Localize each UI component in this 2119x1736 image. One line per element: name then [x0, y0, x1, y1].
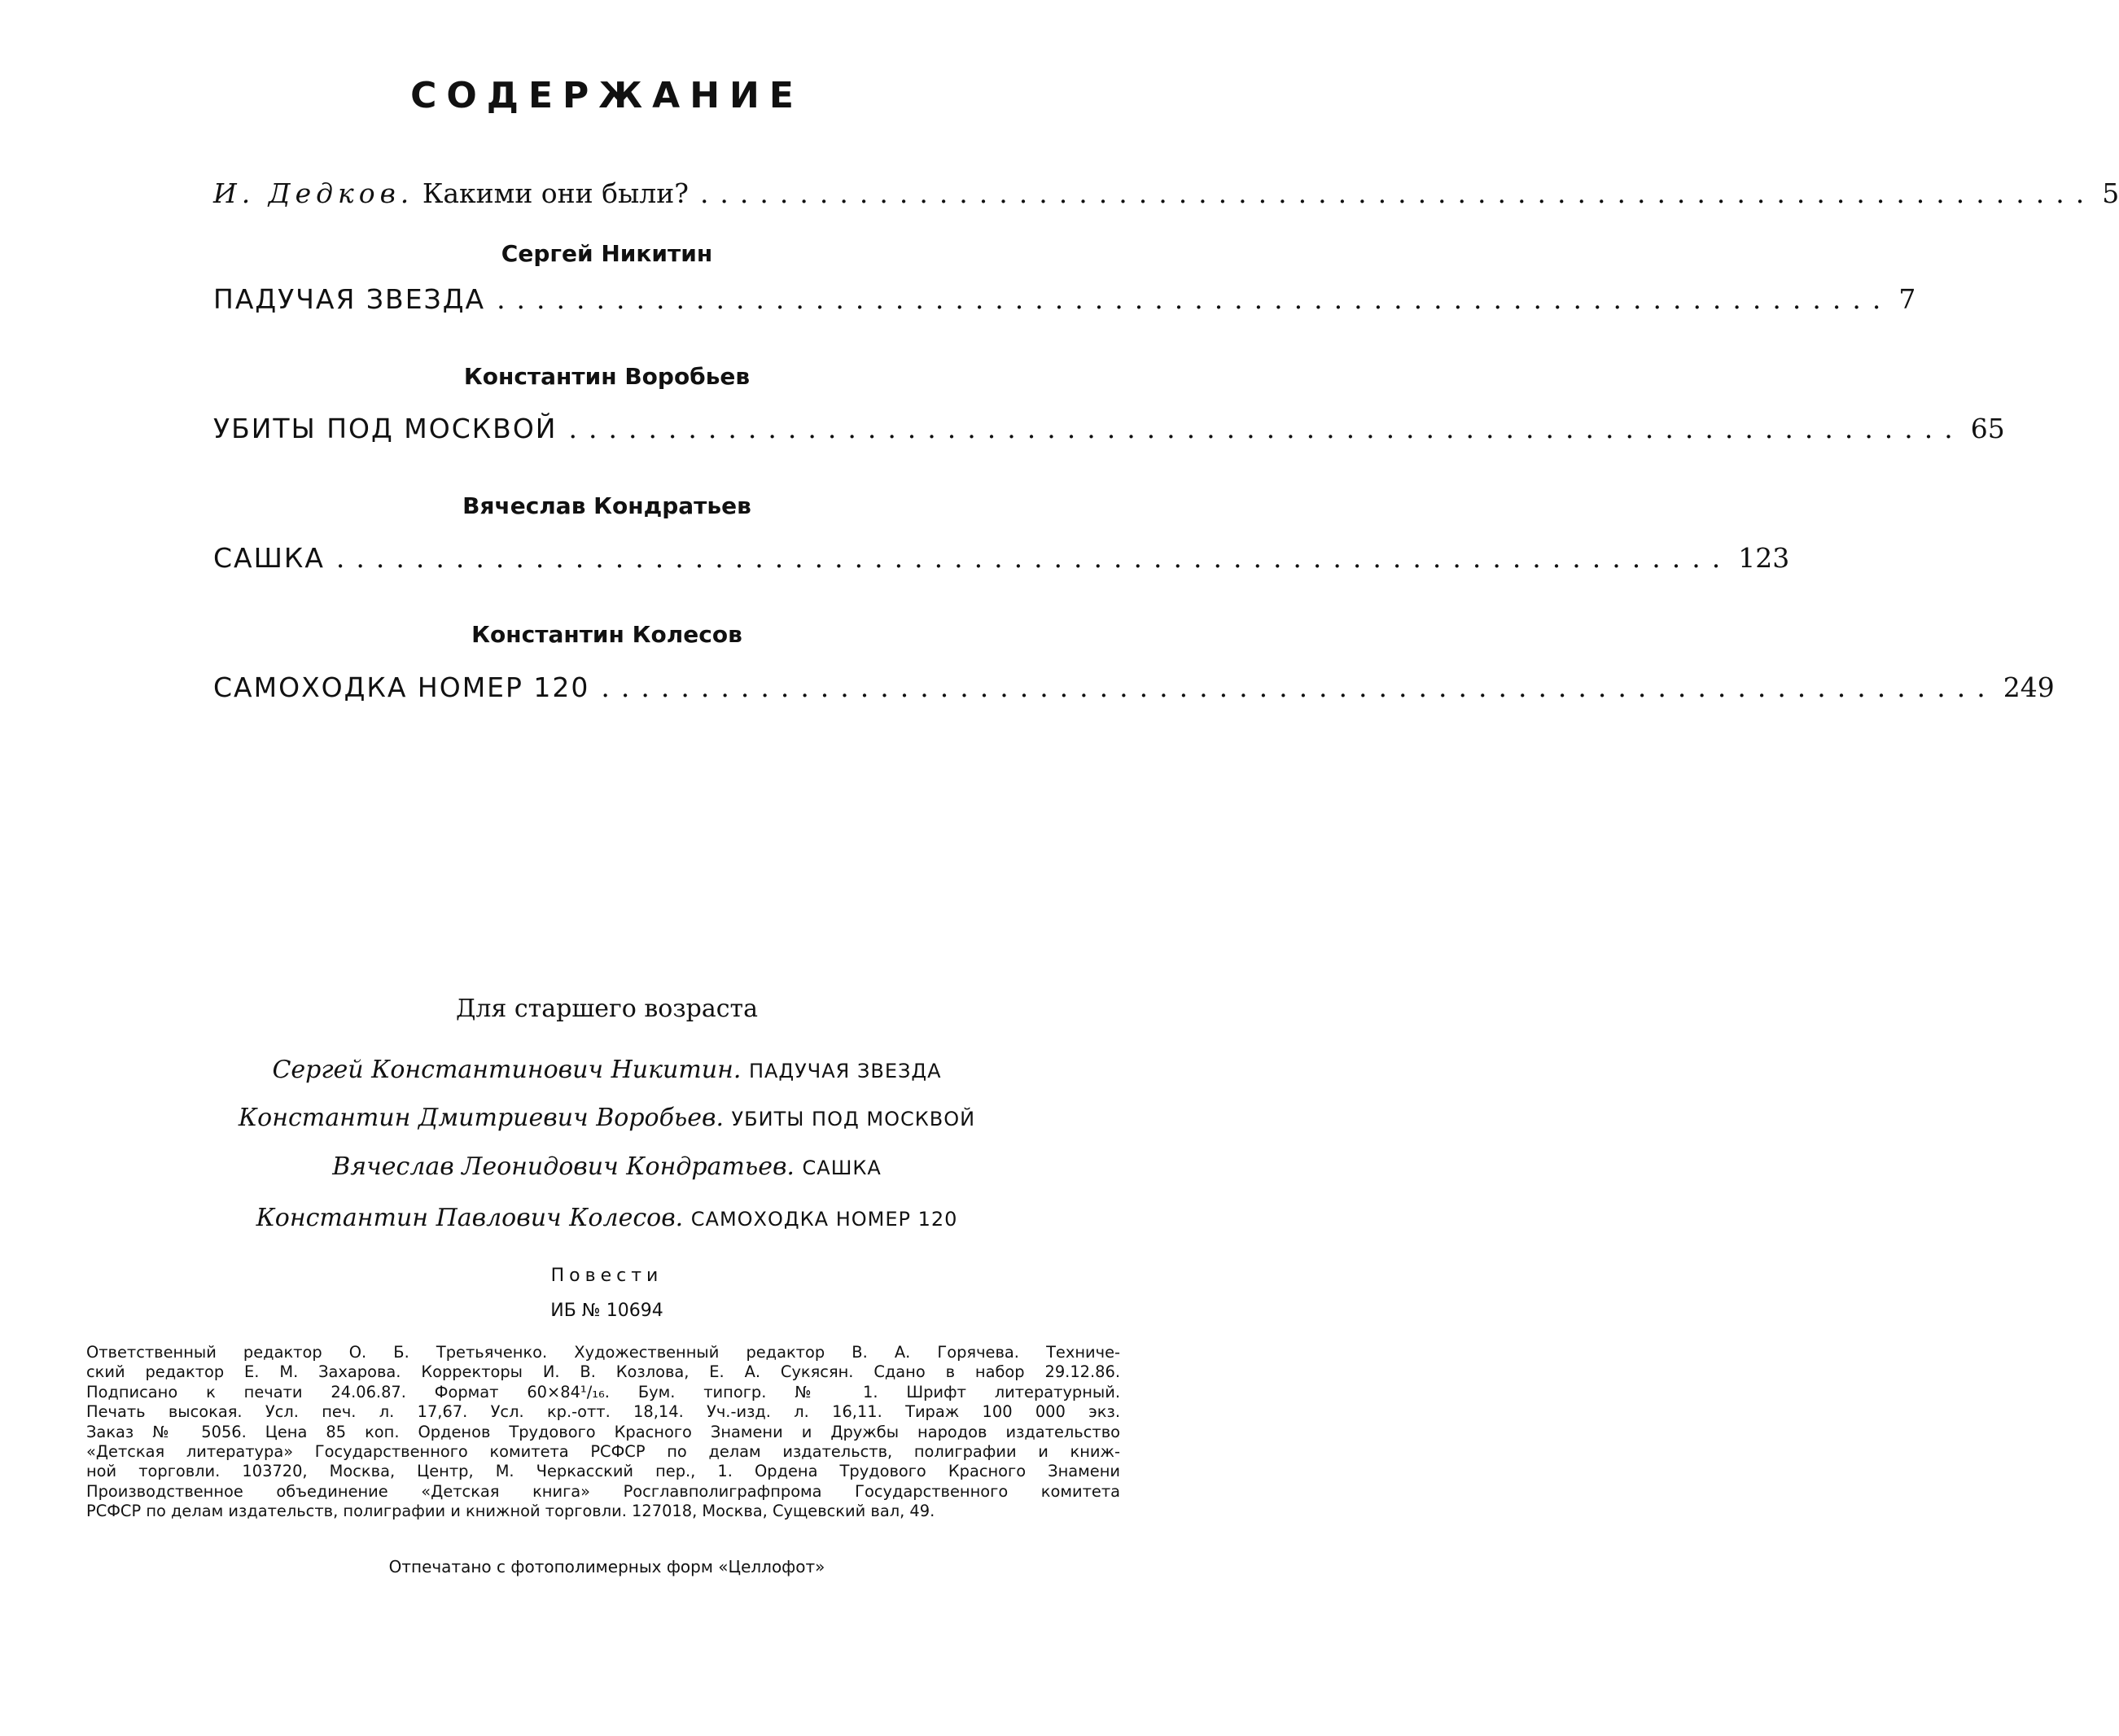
- printed-by-note: Отпечатано с фотополимерных форм «Целлофот»: [388, 1557, 825, 1576]
- colophon-line: Подписано к печати 24.06.87. Формат 60×84¹/₁₆. Бум. типогр. № 1. Шрифт литературный.: [86, 1382, 1120, 1401]
- toc-leader-dots: ......................................................................: [335, 542, 1732, 574]
- colophon: [86, 1343, 1120, 1522]
- imprint-title: САМОХОДКА НОМЕР 120: [690, 1208, 958, 1231]
- toc-entry: [213, 413, 2005, 450]
- toc-entry-title: САШКА: [213, 542, 325, 574]
- contents-heading: СОДЕРЖАНИЕ: [410, 75, 803, 116]
- colophon-line: ной торговли. 103720, Москва, Центр, М. Черкасский пер., 1. Ордена Трудового Красного Знамени: [86, 1462, 1120, 1481]
- colophon-line: РСФСР по делам издательств, полиграфии и книжной торговли. 127018, Москва, Сущевский вал, 49.: [86, 1502, 935, 1521]
- colophon-line: Печать высокая. Усл. печ. л. 17,67. Усл. кр.-отт. 18,14. Уч.-изд. л. 16,11. Тираж 100 000 экз.: [86, 1402, 1120, 1422]
- ib-number: ИБ № 10694: [550, 1301, 663, 1321]
- toc-entry-intro: [213, 177, 2119, 215]
- toc-leader-dots: ......................................................................: [568, 413, 1964, 444]
- toc-intro-title: Какими они были?: [422, 177, 689, 209]
- colophon-line: Производственное объединение «Детская книга» Росглавполиграфпрома Государственного комитета: [86, 1481, 1120, 1501]
- colophon-line: Заказ № 5056. Цена 85 коп. Орденов Трудового Красного Знамени и Дружбы народов издательство: [86, 1422, 1120, 1441]
- toc-leader-dots: ......................................................................: [699, 177, 2096, 209]
- toc-entry: [213, 671, 2055, 709]
- toc-entry-title: ПАДУЧАЯ ЗВЕЗДА: [213, 283, 486, 315]
- toc-section-author: Вячеслав Кондратьев: [462, 492, 751, 519]
- toc-entry-title: УБИТЫ ПОД МОСКВОЙ: [213, 413, 558, 444]
- toc-section-author: Сергей Никитин: [501, 240, 713, 267]
- toc-leader-dots: ......................................................................: [497, 283, 1893, 315]
- colophon-line: Ответственный редактор О. Б. Третьяченко. Художественный редактор В. А. Горячева. Техниче-: [86, 1343, 1120, 1362]
- audience-note: Для старшего возраста: [455, 995, 759, 1023]
- imprint-author: Вячеслав Леонидович Кондратьев.: [332, 1152, 795, 1181]
- toc-section-author: Константин Колесов: [471, 621, 742, 648]
- colophon-line: ский редактор Е. М. Захарова. Корректоры И. В. Козлова, Е. А. Сукясян. Сдано в набор 29.12.86.: [86, 1362, 1120, 1382]
- toc-page-number: 7: [1898, 283, 1916, 315]
- toc-entry: [213, 283, 1916, 321]
- toc-intro-author: И. Дедков.: [213, 177, 414, 209]
- toc-section-author: Константин Воробьев: [463, 363, 751, 390]
- toc-page-number: 65: [1970, 413, 2005, 444]
- toc-leader-dots: ......................................................................: [601, 671, 1997, 703]
- imprint-author: Сергей Константинович Никитин.: [272, 1056, 742, 1084]
- imprint-title: САШКА: [802, 1157, 882, 1179]
- imprint-work: [0, 1152, 1214, 1181]
- toc-entry-label: [213, 177, 689, 209]
- toc-page-number: 249: [2003, 671, 2055, 703]
- toc-entry-title: САМОХОДКА НОМЕР 120: [213, 671, 590, 703]
- imprint-author: Константин Павлович Колесов.: [256, 1204, 684, 1232]
- toc-page-number: 123: [1738, 542, 1790, 574]
- imprint-title: УБИТЫ ПОД МОСКВОЙ: [731, 1108, 976, 1130]
- colophon-line: «Детская литература» Государственного комитета РСФСР по делам издательств, полиграфии и книж-: [86, 1442, 1120, 1462]
- imprint-title: ПАДУЧАЯ ЗВЕЗДА: [748, 1060, 942, 1082]
- imprint-author: Константин Дмитриевич Воробьев.: [238, 1104, 724, 1132]
- imprint-work: [0, 1104, 1214, 1132]
- imprint-work: [0, 1204, 1214, 1232]
- genre-label: Повести: [550, 1266, 663, 1286]
- imprint-work: [0, 1056, 1214, 1084]
- toc-page-number: 5: [2102, 177, 2119, 209]
- toc-entry: [213, 542, 1790, 579]
